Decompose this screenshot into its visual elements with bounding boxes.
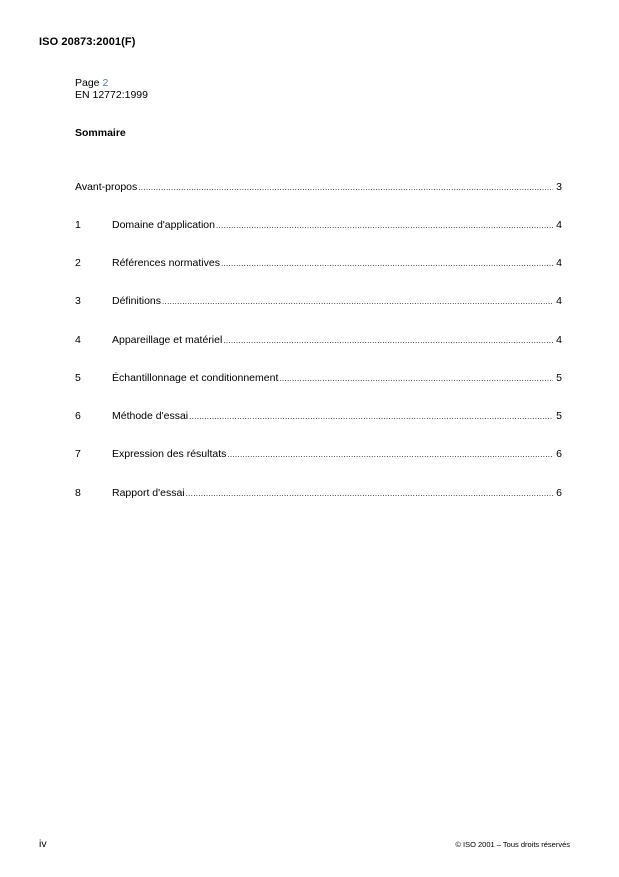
page-reference	[75, 77, 148, 101]
toc-entry-label: Échantillonnage et conditionnement	[112, 372, 279, 384]
page-label: Page	[75, 77, 100, 89]
toc-dot-leader	[279, 372, 553, 386]
toc-dot-leader	[189, 410, 553, 424]
toc-entry-label: Avant-propos	[75, 181, 138, 193]
footer-page-number: iv	[39, 838, 47, 850]
page-line	[75, 77, 148, 89]
toc-entry-label: Domaine d'application	[112, 219, 215, 231]
toc-entry-1[interactable]	[75, 218, 562, 232]
toc-entry-label: Expression des résultats	[112, 448, 227, 460]
toc-entry-page: 4	[556, 257, 562, 269]
toc-entry-label: Méthode d'essai	[112, 410, 189, 422]
standard-reference: EN 12772:1999	[75, 89, 148, 101]
toc-entry-page: 3	[556, 181, 562, 193]
toc-entry-4[interactable]	[75, 333, 562, 347]
document-header-id: ISO 20873:2001(F)	[39, 36, 136, 48]
toc-entry-number: 1	[75, 219, 81, 231]
toc-entry-label: Appareillage et matériel	[112, 334, 223, 346]
toc-entry-5[interactable]	[75, 371, 562, 385]
toc-entry-number: 8	[75, 487, 81, 499]
toc-dot-leader	[223, 334, 553, 348]
toc-title: Sommaire	[75, 127, 126, 139]
toc-entry-number: 2	[75, 257, 81, 269]
toc-entry-number: 5	[75, 372, 81, 384]
toc-dot-leader	[162, 295, 553, 309]
toc-entry-6[interactable]	[75, 409, 562, 423]
toc-dot-leader	[216, 219, 553, 233]
toc-entry-page: 4	[556, 295, 562, 307]
toc-entry-page: 6	[556, 487, 562, 499]
toc-entry-8[interactable]	[75, 486, 562, 500]
toc-entry-page: 5	[556, 410, 562, 422]
toc-entry-page: 4	[556, 219, 562, 231]
toc-entry-2[interactable]	[75, 256, 562, 270]
footer-copyright: © ISO 2001 – Tous droits réservés	[455, 840, 570, 849]
page-number: 2	[102, 77, 109, 89]
toc-entry-number: 7	[75, 448, 81, 460]
toc-entry-page: 5	[556, 372, 562, 384]
toc-entry-label: Rapport d'essai	[112, 487, 185, 499]
toc-dot-leader	[186, 487, 554, 501]
toc-entry-3[interactable]	[75, 294, 562, 308]
toc-entry-number: 6	[75, 410, 81, 422]
toc-entry-label: Définitions	[112, 295, 162, 307]
toc-entry-number: 4	[75, 334, 81, 346]
toc-dot-leader	[221, 257, 553, 271]
toc-entry-page: 4	[556, 334, 562, 346]
toc-entry-avant-propos[interactable]	[75, 180, 562, 194]
toc-dot-leader	[227, 448, 553, 462]
toc-dot-leader	[138, 181, 553, 195]
toc-entry-7[interactable]	[75, 447, 562, 461]
toc-entry-page: 6	[556, 448, 562, 460]
toc-entry-label: Références normatives	[112, 257, 220, 269]
toc-entry-number: 3	[75, 295, 81, 307]
